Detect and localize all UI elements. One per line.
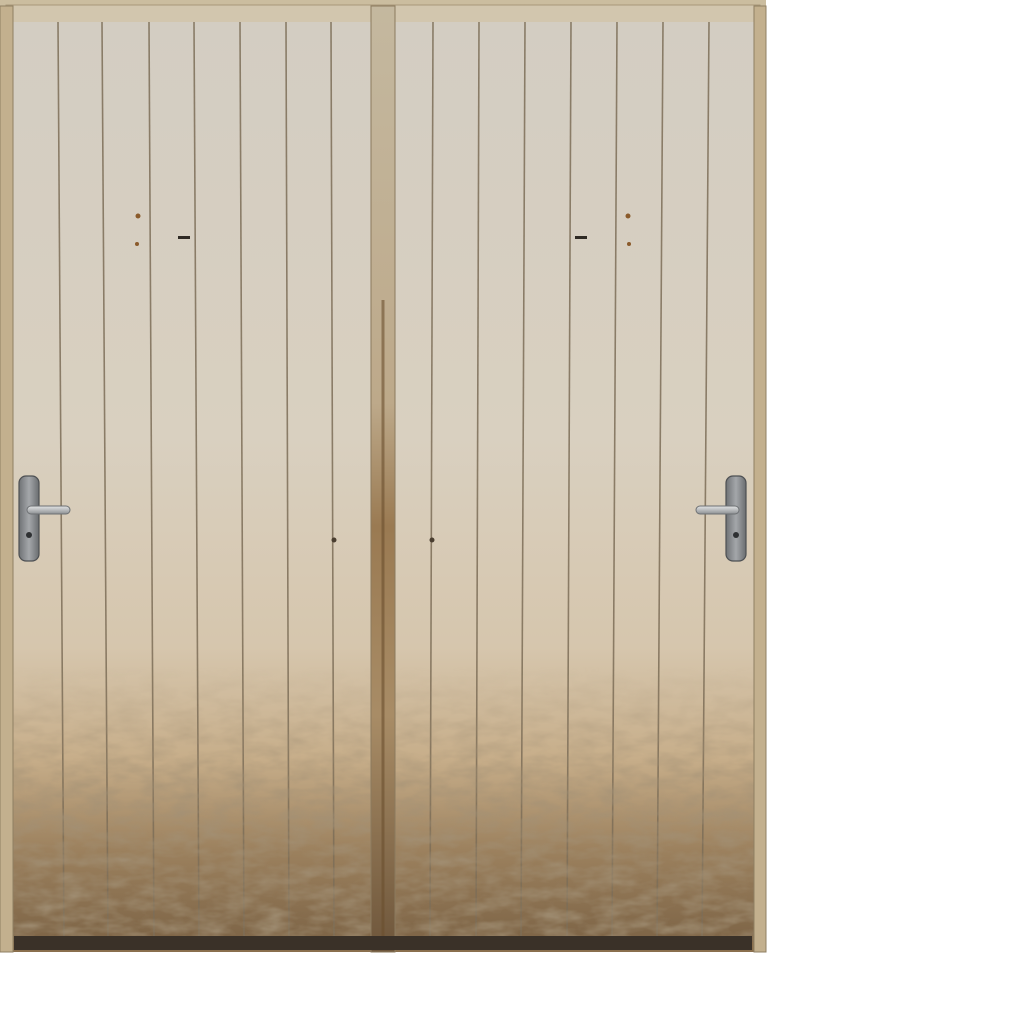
grime-left [12, 22, 372, 942]
handle-plate [726, 476, 746, 561]
grime-right [393, 22, 755, 942]
frame-right-jamb [754, 6, 766, 952]
handle-lever [696, 506, 739, 514]
frame-left-jamb [0, 6, 13, 952]
door-threshold [14, 936, 752, 950]
handle-plate [19, 476, 39, 561]
handle-lever [27, 506, 70, 514]
keyhole [733, 532, 739, 538]
keyhole [26, 532, 32, 538]
